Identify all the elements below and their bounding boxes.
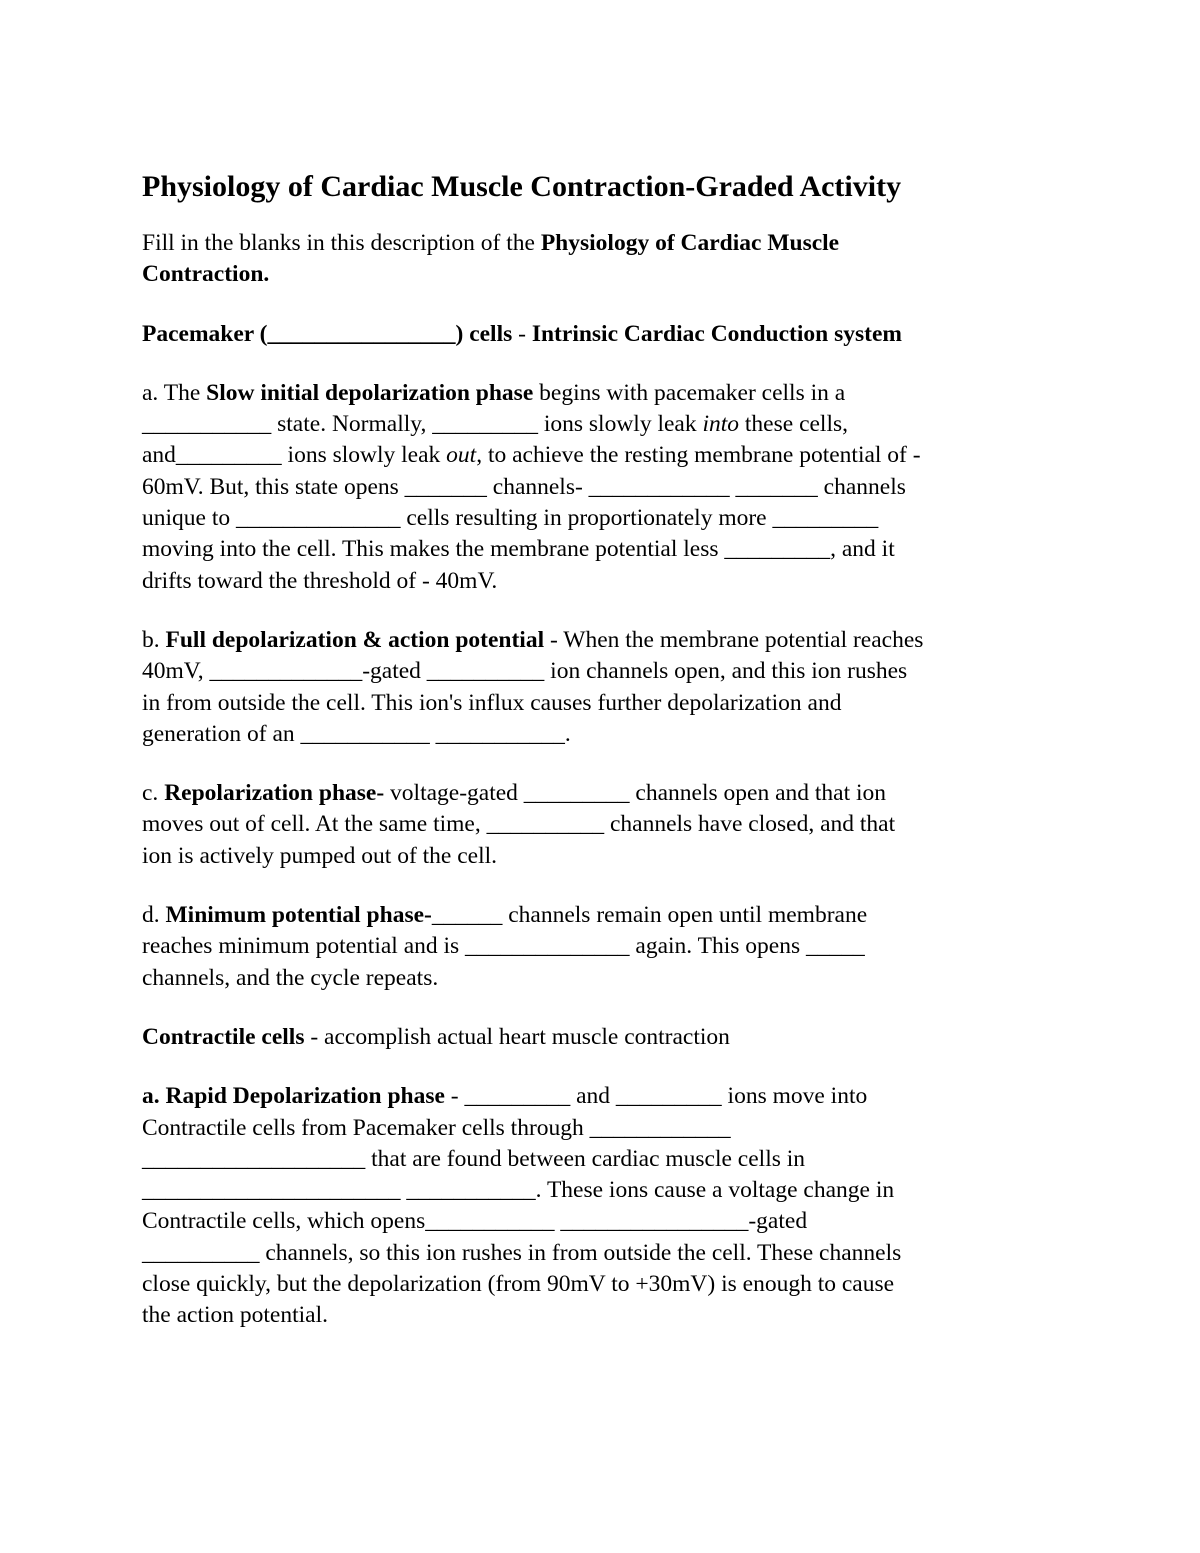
section-a-italic: into [702,411,740,438]
section-a-text: , to achieve the resting membrane potential of - [476,442,921,469]
section-b-phase-name: Full depolarization & action potential [165,626,545,653]
section-a-line-7: drifts toward the threshold of - 40mV. [142,567,498,594]
section-b-paragraph [142,625,1072,750]
section-d-line-1 [142,900,1072,931]
section-a-text: begins with pacemaker cells in a [533,379,846,406]
section-c-line-1 [142,778,1072,809]
intro-paragraph [142,228,1072,291]
section-c-paragraph [142,778,1072,872]
section-a-line-5: unique to ______________ cells resulting in proportionately more _________ [142,505,879,532]
section-a-text: these cells, [739,411,849,438]
section-d-line-2: reaches minimum potential and is ______________ again. This opens _____ [142,933,865,960]
contractile-a-phase-name: Rapid Depolarization phase [165,1083,445,1110]
section-c-text: voltage-gated _________ channels open and that ion [384,780,887,807]
section-d-paragraph [142,900,1072,994]
contractile-a-line-3: ___________________ that are found between cardiac muscle cells in [142,1145,806,1172]
contractile-a-line-1 [142,1081,1072,1112]
intro-text: Fill in the blanks in this description of the [142,230,541,256]
document-title: Physiology of Cardiac Muscle Contraction-Graded Activity [142,170,902,203]
section-a-line-3 [142,440,1072,471]
section-b-line-2: 40mV, _____________-gated __________ ion channels open, and this ion rushes [142,658,908,685]
pacemaker-heading-sep: - [512,320,532,347]
intro-topic-bold-cont: Contraction. [142,261,270,288]
section-a-line-2 [142,409,1072,440]
section-a-text: and_________ ions slowly leak [142,442,447,469]
section-a-phase-name: Slow initial depolarization phase [206,379,534,406]
pacemaker-heading-bold-a: Pacemaker (________________) cells [142,320,513,347]
contractile-a-line-7: close quickly, but the depolarization (from 90mV to +30mV) is enough to cause [142,1271,895,1298]
contractile-heading-text: - accomplish actual heart muscle contraction [304,1023,730,1050]
pacemaker-heading-bold-b: Intrinsic Cardiac Conduction system [531,320,902,347]
section-a-italic: out [446,442,477,469]
section-a-text: ___________ state. Normally, _________ ions slowly leak [142,411,703,438]
section-a-paragraph [142,378,1072,597]
contractile-a-paragraph [142,1081,1072,1331]
section-a-line-6: moving into the cell. This makes the membrane potential less _________, and it [142,536,895,563]
intro-topic-bold: Physiology of Cardiac Muscle [540,230,840,256]
intro-line-1 [142,228,1072,259]
contractile-heading [142,1022,1072,1053]
section-b-text: - When the membrane potential reaches [544,626,924,653]
pacemaker-heading [142,319,1072,350]
section-d-text: ______ channels remain open until membrane [431,902,868,929]
contractile-a-line-5: Contractile cells, which opens___________ ________________-gated [142,1208,808,1235]
contractile-heading-bold: Contractile cells [142,1023,305,1050]
section-b-line-4: generation of an ___________ ___________. [142,720,571,747]
section-c-phase-name: Repolarization phase- [164,780,385,807]
pacemaker-heading-line [142,319,1072,350]
section-b-line-1 [142,625,1072,656]
intro-line-2 [142,259,1072,290]
section-d-line-3: channels, and the cycle repeats. [142,964,439,991]
contractile-heading-line [142,1022,1072,1053]
section-c-label: c. [142,780,165,807]
contractile-a-line-2: Contractile cells from Pacemaker cells through ____________ [142,1114,731,1141]
section-a-line-4: 60mV. But, this state opens _______ channels- ____________ _______ channels [142,473,906,500]
section-a-label: a. The [142,379,207,406]
contractile-a-line-6: __________ channels, so this ion rushes in from outside the cell. These channels [142,1239,902,1266]
section-d-phase-name: Minimum potential phase- [165,902,432,929]
contractile-a-line-4: ______________________ ___________. These ions cause a voltage change in [142,1177,895,1204]
contractile-a-text: - _________ and _________ ions move into [444,1083,868,1110]
section-a-line-1 [142,378,1072,409]
section-b-line-3: in from outside the cell. This ion's influx causes further depolarization and [142,689,842,716]
contractile-a-label: a. [142,1083,166,1110]
contractile-a-line-8: the action potential. [142,1302,328,1329]
section-b-label: b. [142,626,166,653]
section-d-label: d. [142,902,166,929]
section-c-line-2: moves out of cell. At the same time, __________ channels have closed, and that [142,811,896,838]
section-c-line-3: ion is actively pumped out of the cell. [142,842,498,869]
document-body [142,166,1072,1360]
